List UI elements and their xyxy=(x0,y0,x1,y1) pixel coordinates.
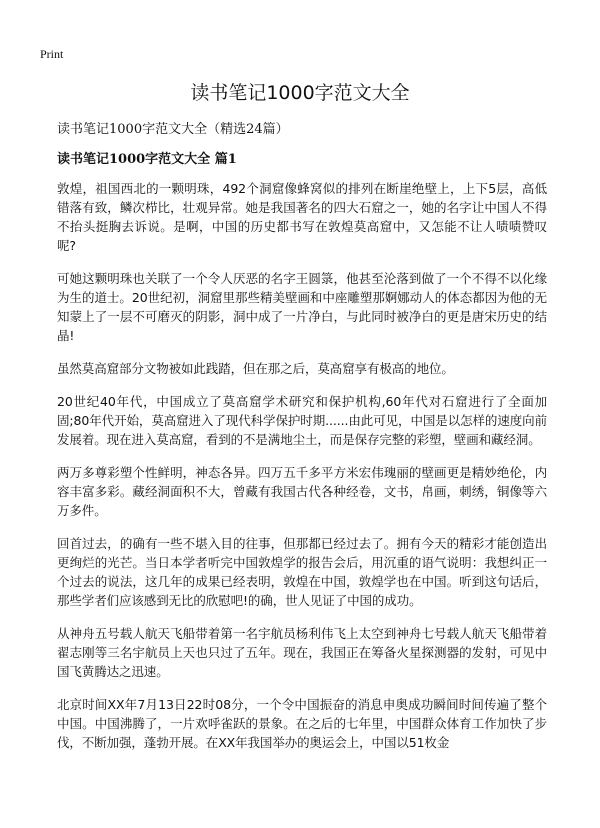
paragraph: 两万多尊彩塑个性鲜明，神态各异。四万五千多平方米宏伟瑰丽的壁画更是精妙绝伦，内容丰富多彩。藏经洞面积不大，曾藏有我国古代各种经卷，文书，帛画，刺绣，铜像等六万多件。 xyxy=(57,465,547,518)
paragraph: 20世纪40年代，中国成立了莫高窟学术研究和保护机构,60年代对石窟进行了全面加固;80年代开始，莫高窟进入了现代科学保护时期......由此可见，中国是以怎样的速度向前发展着。现在进入莫高窟，看到的不是满地尘土，而是保存完整的彩塑，壁画和藏经洞。 xyxy=(57,394,547,447)
paragraph: 敦煌，祖国西北的一颗明珠，492个洞窟像蜂窝似的排列在断崖绝壁上，上下5层，高低错落有致，鳞次栉比，壮观异常。她是我国著名的四大石窟之一，她的名字让中国人不得不抬头挺胸去诉说。是啊，中国的历史都书写在敦煌莫高窟中，又怎能不让人啧啧赞叹呢? xyxy=(57,181,547,253)
document-title: 读书笔记1000字范文大全 xyxy=(190,82,410,104)
paragraph: 虽然莫高窟部分文物被如此践踏，但在那之后，莫高窟享有极高的地位。 xyxy=(57,361,454,376)
print-label: Print xyxy=(40,47,64,61)
paragraph: 可她这颗明珠也关联了一个令人厌恶的名字王圆箓，他甚至沦落到做了一个不得不以化缘为生的道士。20世纪初，洞窟里那些精美壁画和中座雕塑那婀娜动人的体态都因为他的无知蒙上了一层不可磨灭的阴影，洞中成了一片净白，与此同时被净白的更是唐宋历史的结晶! xyxy=(57,271,547,343)
document-subtitle: 读书笔记1000字范文大全（精选24篇） xyxy=(57,122,289,137)
paragraph: 回首过去，的确有一些不堪入目的往事，但那都已经过去了。拥有今天的精彩才能创造出更绚烂的光芒。当日本学者听完中国敦煌学的报告会后，用沉重的语气说明：我想纠正一个过去的说法，这几年的成果已经表明，敦煌在中国，敦煌学也在中国。听到这句话后，那些学者们应该感到无比的欣慰吧!的确，世人见证了中国的成功。 xyxy=(57,536,547,608)
paragraph: 从神舟五号载人航天飞船带着第一名宇航员杨利伟飞上太空到神舟七号载人航天飞船带着翟志刚等三名宇航员上天也只过了五年。现在，我国正在筹备火星探测器的发射，可见中国飞黄腾达之迅速。 xyxy=(57,626,547,679)
paragraph: 北京时间XX年7月13日22时08分，一个令中国振奋的消息申奥成功瞬间时间传遍了整个中国。中国沸腾了，一片欢呼雀跃的景象。在之后的七年里，中国群众体育工作加快了步伐，不断加强，蓬勃开展。在XX年我国举办的奥运会上，中国以51枚金 xyxy=(57,697,547,750)
section-heading: 读书笔记1000字范文大全 篇1 xyxy=(57,152,237,167)
article-body xyxy=(57,179,547,766)
